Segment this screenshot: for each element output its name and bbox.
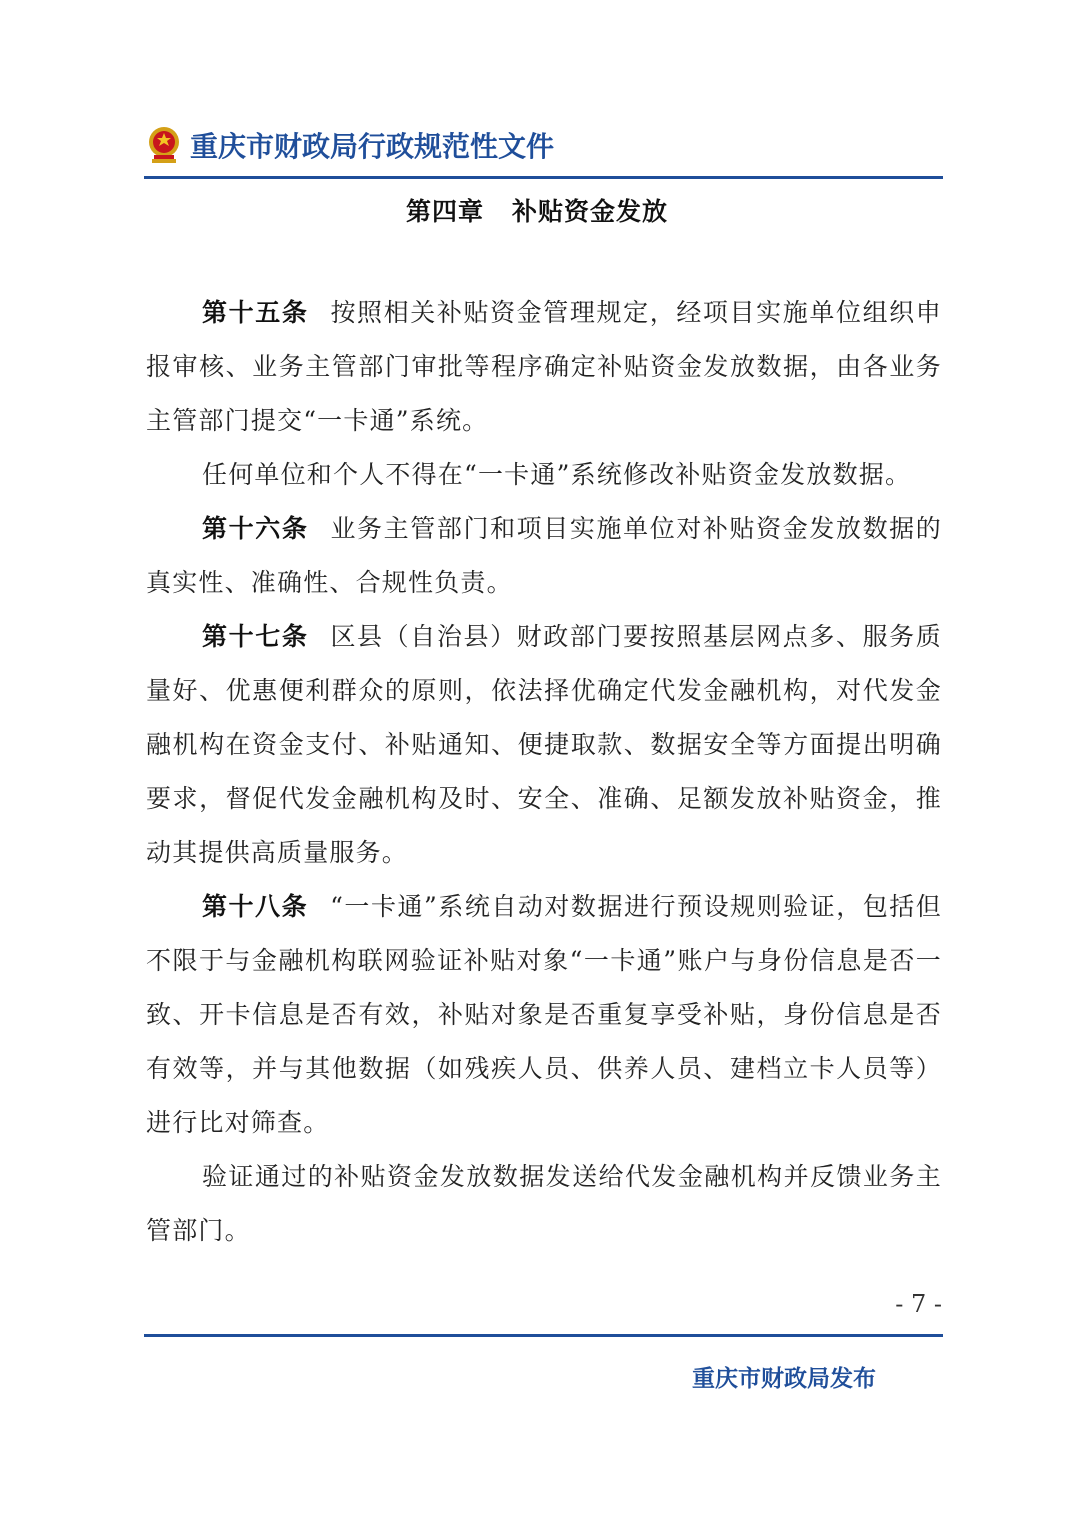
paragraph-text: 业务主管部门和项目实施单位对补贴资金发放数据的真实性、准确性、合规性负责。 — [146, 514, 942, 597]
paragraph — [146, 286, 942, 448]
paragraph-text: 验证通过的补贴资金发放数据发送给代发金融机构并反馈业务主管部门。 — [146, 1162, 942, 1245]
article-label: 第十八条 — [202, 892, 309, 921]
paragraph — [146, 880, 942, 1150]
footer-divider — [144, 1334, 943, 1337]
header-divider — [144, 176, 943, 179]
paragraph-text: “一卡通”系统自动对数据进行预设规则验证，包括但不限于与金融机构联网验证补贴对象“一卡通”账户与身份信息是否一致、开卡信息是否有效，补贴对象是否重复享受补贴，身份信息是否有效等，并与其他数据（如残疾人员、供养人员、建档立卡人员等）进行比对筛查。 — [146, 892, 942, 1137]
paragraph — [146, 610, 942, 880]
article-label: 第十五条 — [202, 298, 309, 327]
paragraph — [146, 448, 942, 502]
paragraph — [146, 1150, 942, 1258]
page-number: - 7 - — [895, 1290, 942, 1318]
national-emblem-icon — [146, 125, 182, 165]
chapter-heading — [0, 192, 1074, 228]
article-label: 第十七条 — [202, 622, 309, 651]
paragraph-text: 按照相关补贴资金管理规定，经项目实施单位组织申报审核、业务主管部门审批等程序确定补贴资金发放数据，由各业务主管部门提交“一卡通”系统。 — [146, 298, 942, 435]
chapter-number: 第四章 — [405, 197, 484, 226]
paragraph — [146, 502, 942, 610]
publisher-label: 重庆市财政局发布 — [692, 1366, 876, 1392]
document-body — [146, 286, 942, 1258]
article-label: 第十六条 — [202, 514, 309, 543]
paragraph-text: 任何单位和个人不得在“一卡通”系统修改补贴资金发放数据。 — [202, 460, 912, 489]
paragraph-text: 区县（自治县）财政部门要按照基层网点多、服务质量好、优惠便利群众的原则，依法择优确定代发金融机构，对代发金融机构在资金支付、补贴通知、便捷取款、数据安全等方面提出明确要求，督促代发金融机构及时、安全、准确、足额发放补贴资金，推动其提供高质量服务。 — [146, 622, 942, 867]
document-header — [146, 120, 946, 170]
header-title: 重庆市财政局行政规范性文件 — [190, 130, 555, 163]
chapter-title: 补贴资金发放 — [512, 197, 669, 226]
